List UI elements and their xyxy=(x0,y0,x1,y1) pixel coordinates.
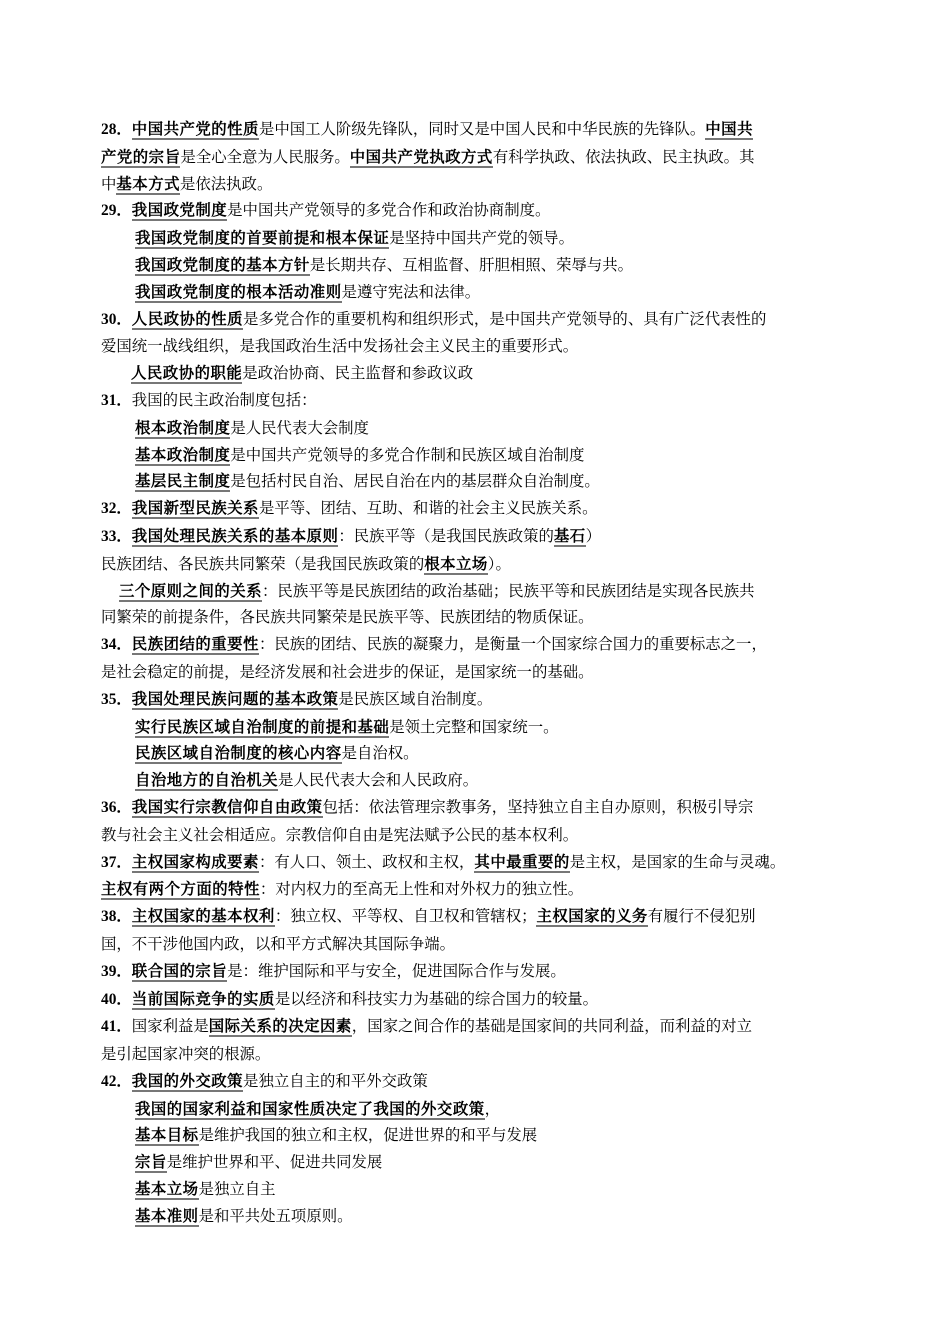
text-line xyxy=(101,631,853,659)
body-text: 是独立自主 xyxy=(198,1180,276,1199)
body-text: ，国家之间合作的基础是国家间的共同利益，而利益的对立 xyxy=(351,1017,752,1036)
item-number: 40． xyxy=(101,990,132,1008)
body-text: 是维护世界和平、促进共同发展 xyxy=(166,1153,383,1172)
body-text: 中 xyxy=(101,174,117,193)
key-term: 我国处理民族关系的基本原则 xyxy=(131,526,339,545)
body-text: ：民族的团结、民族的凝聚力，是衡量一个国家综合国力的重要标志之一， xyxy=(258,635,767,654)
key-term: 其中最重要的 xyxy=(474,852,570,871)
body-text: 是全心全意为人民服务。 xyxy=(180,147,350,166)
text-line xyxy=(101,958,853,986)
key-term: 我国政党制度的基本方针 xyxy=(135,255,310,274)
key-term: 根本政治制度 xyxy=(135,418,231,437)
key-term: 主权国家构成要素 xyxy=(131,852,259,871)
text-line xyxy=(101,1122,853,1149)
text-line xyxy=(101,1068,853,1096)
text-line xyxy=(101,116,853,144)
key-term: 我国政党制度的根本活动准则 xyxy=(135,282,342,301)
key-term: 主权有两个方面的特性 xyxy=(101,880,260,899)
key-term: 基本方式 xyxy=(116,174,180,193)
text-line xyxy=(101,1013,853,1041)
body-text: 包括：依法管理宗教事务，坚持独立自主自办原则，积极引导宗 xyxy=(322,797,754,816)
item-number: 33． xyxy=(101,527,132,545)
key-term: 我国的外交政策 xyxy=(131,1071,244,1090)
key-term: 三个原则之间的关系 xyxy=(119,581,263,600)
body-text: 是包括村民自治、居民自治在内的基层群众自治制度。 xyxy=(230,472,600,491)
text-line xyxy=(101,822,853,849)
key-term: 基本准则 xyxy=(135,1206,199,1225)
key-term: 人民政协的性质 xyxy=(131,309,244,328)
key-term: 我国实行宗教信仰自由政策 xyxy=(131,797,323,816)
item-number: 30． xyxy=(101,310,132,328)
text-line xyxy=(101,225,853,252)
text-line xyxy=(101,551,853,578)
body-text: 是社会稳定的前提，是经济发展和社会进步的保证，是国家统一的基础。 xyxy=(101,662,594,681)
body-text: 是人民代表大会制度 xyxy=(230,418,369,437)
body-text: 是维护我国的独立和主权，促进世界的和平与发展 xyxy=(198,1126,538,1145)
key-term: 产党的宗旨 xyxy=(101,147,181,166)
text-line xyxy=(101,1203,853,1230)
body-text: 爱国统一战线组织，是我国政治生活中发扬社会主义民主的重要形式。 xyxy=(101,337,579,356)
key-term: 宗旨 xyxy=(135,1153,167,1172)
item-number: 41． xyxy=(101,1018,132,1036)
text-line xyxy=(101,252,853,279)
item-number: 36． xyxy=(101,798,132,816)
key-term: 基本目标 xyxy=(135,1126,199,1145)
key-term: 我国的国家利益和国家性质决定了我国的外交政策 xyxy=(135,1099,485,1118)
key-term: 民族区域自治制度的核心内容 xyxy=(135,744,342,763)
key-term: 主权国家的义务 xyxy=(536,907,648,926)
document-body xyxy=(101,116,853,1230)
body-text: 是坚持中国共产党的领导。 xyxy=(389,229,574,248)
body-text: ） xyxy=(585,526,602,545)
key-term: 我国政党制度的首要前提和根本保证 xyxy=(135,229,390,248)
text-line xyxy=(101,442,853,469)
text-line xyxy=(101,767,853,794)
body-text: 是民族区域自治制度。 xyxy=(338,689,493,708)
body-text: 是引起国家冲突的根源。 xyxy=(101,1045,271,1064)
text-line xyxy=(101,903,853,931)
item-number: 39． xyxy=(101,962,132,980)
key-term: 联合国的宗旨 xyxy=(131,961,228,980)
text-line xyxy=(101,740,853,767)
text-line xyxy=(101,604,853,631)
text-line xyxy=(101,714,853,741)
text-line xyxy=(101,387,853,415)
body-text: 国，不干涉他国内政，以和平方式解决其国际争端。 xyxy=(101,934,455,953)
key-term: 民族团结的重要性 xyxy=(131,635,259,654)
item-number: 29． xyxy=(101,202,132,220)
text-line xyxy=(101,468,853,495)
body-text: ）。 xyxy=(487,554,511,573)
body-text: 是中国共产党领导的多党合作制和民族区域自治制度 xyxy=(230,445,585,464)
item-number: 28． xyxy=(101,121,132,138)
body-text: 国家利益是 xyxy=(131,1017,209,1036)
body-text: 是独立自主的和平外交政策 xyxy=(243,1071,428,1090)
key-term: 我国政党制度 xyxy=(131,201,228,220)
body-text: 是领土完整和国家统一。 xyxy=(389,717,559,736)
text-line xyxy=(101,279,853,306)
key-term: 中国共产党执政方式 xyxy=(349,147,493,166)
text-line xyxy=(101,1176,853,1203)
body-text: 教与社会主义社会相适应。宗教信仰自由是宪法赋予公民的基本权利。 xyxy=(101,825,579,844)
body-text: 是以经济和科技实力为基础的综合国力的较量。 xyxy=(274,989,599,1008)
text-line xyxy=(101,495,853,523)
body-text: 是人民代表大会和人民政府。 xyxy=(278,771,479,790)
item-number: 35． xyxy=(101,690,132,708)
key-term: 基本立场 xyxy=(135,1180,199,1199)
item-number: 31． xyxy=(101,391,132,409)
text-line xyxy=(101,849,853,877)
body-text: ：民族平等是民族团结的政治基础；民族平等和民族团结是实现各民族共 xyxy=(262,581,755,600)
body-text: 是多党合作的重要机构和组织形式，是中国共产党领导的、具有广泛代表性的 xyxy=(243,309,767,328)
text-line xyxy=(101,659,853,686)
key-term: 我国新型民族关系 xyxy=(131,499,259,518)
body-text: 是政治协商、民主监督和参政议政 xyxy=(242,364,474,383)
text-line xyxy=(101,171,853,198)
item-number: 32． xyxy=(101,500,132,518)
key-term: 人民政协的职能 xyxy=(131,364,243,383)
body-text: 是中国共产党领导的多党合作和政治协商制度。 xyxy=(227,201,551,220)
text-line xyxy=(101,876,853,903)
key-term: 自治地方的自治机关 xyxy=(135,771,279,790)
body-text: 是：维护国际和平与安全，促进国际合作与发展。 xyxy=(227,961,566,980)
text-line xyxy=(101,1096,853,1123)
text-line xyxy=(101,794,853,822)
key-term: 中国共 xyxy=(705,120,753,138)
key-term: 我国处理民族问题的基本政策 xyxy=(131,689,339,708)
key-term: 国际关系的决定因素 xyxy=(208,1017,352,1036)
text-line xyxy=(101,333,853,360)
text-line xyxy=(101,144,853,171)
text-line xyxy=(101,686,853,714)
body-text: 有科学执政、依法执政、民主执政。其 xyxy=(492,147,755,166)
key-term: 基本政治制度 xyxy=(135,445,231,464)
text-line xyxy=(101,306,853,334)
key-term: 基层民主制度 xyxy=(135,472,231,491)
key-term: 基石 xyxy=(553,526,586,545)
body-text: 民族团结、各民族共同繁荣（是我国民族政策的 xyxy=(101,554,425,573)
key-term: 中国共产党的性质 xyxy=(131,120,259,138)
text-line xyxy=(101,360,853,387)
text-line xyxy=(101,523,853,551)
text-line xyxy=(101,1041,853,1068)
body-text: ：对内权力的至高无上性和对外权力的独立性。 xyxy=(259,880,584,899)
text-line xyxy=(101,415,853,442)
body-text: 是依法执政。 xyxy=(179,174,273,193)
body-text: 有履行不侵犯别 xyxy=(647,907,756,926)
item-number: 34． xyxy=(101,636,132,654)
body-text: 是自治权。 xyxy=(341,744,419,763)
text-line xyxy=(101,197,853,225)
text-line xyxy=(101,986,853,1014)
body-text: 是长期共存、互相监督、肝胆相照、荣辱与共。 xyxy=(309,255,634,274)
body-text: ：民族平等（是我国民族政策的 xyxy=(338,526,554,545)
body-text: 是主权，是国家的生命与灵魂。 xyxy=(569,852,786,871)
text-line xyxy=(101,1149,853,1176)
body-text: 同繁荣的前提条件，各民族共同繁荣是民族平等、民族团结的物质保证。 xyxy=(101,608,594,627)
text-line xyxy=(101,578,853,605)
body-text: 是遵守宪法和法律。 xyxy=(341,282,481,301)
body-text: 是中国工人阶级先锋队，同时又是中国人民和中华民族的先锋队。 xyxy=(258,120,706,138)
key-term: 当前国际竞争的实质 xyxy=(131,989,275,1008)
body-text: ：独立权、平等权、自卫权和管辖权； xyxy=(274,907,537,926)
body-text: ：有人口、领土、政权和主权， xyxy=(258,852,475,871)
key-term: 根本立场 xyxy=(424,554,488,573)
body-text: 我国的民主政治制度包括： xyxy=(131,390,317,409)
key-term: 主权国家的基本权利 xyxy=(131,907,275,926)
item-number: 42． xyxy=(101,1072,132,1090)
key-term: 实行民族区域自治制度的前提和基础 xyxy=(135,717,390,736)
item-number: 38． xyxy=(101,908,132,926)
body-text: 是和平共处五项原则。 xyxy=(198,1206,353,1225)
item-number: 37． xyxy=(101,853,132,871)
text-line xyxy=(101,931,853,958)
body-text: 是平等、团结、互助、和谐的社会主义民族关系。 xyxy=(258,499,598,518)
body-text: ， xyxy=(484,1099,501,1118)
